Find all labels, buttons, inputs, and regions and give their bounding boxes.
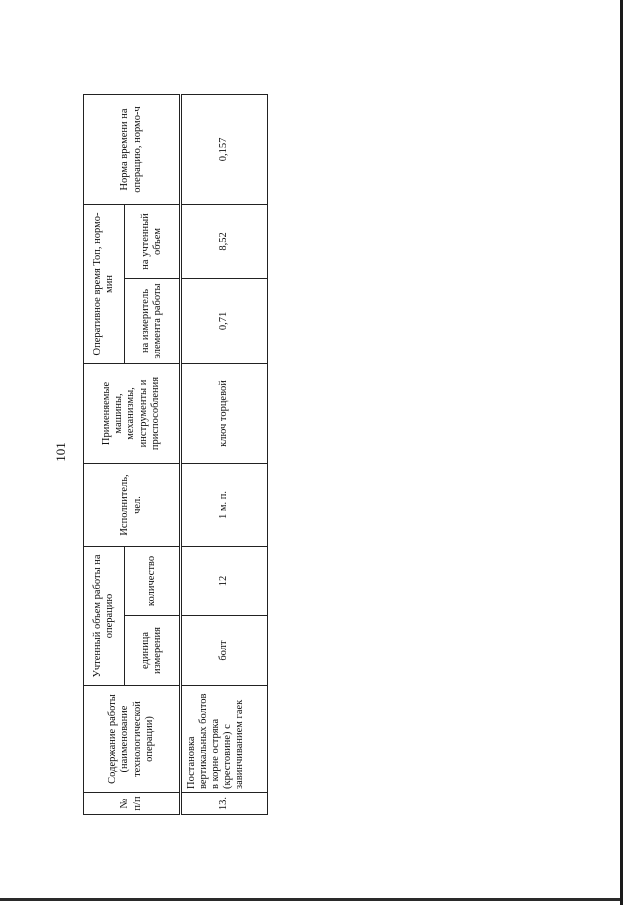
cell-time-volume: 8,52	[181, 204, 268, 278]
header-volume-qty: количество	[125, 546, 181, 615]
cell-executor: 1 м. п.	[181, 463, 268, 546]
header-executor: Исполнитель, чел.	[84, 463, 181, 546]
scan-edge-bottom	[0, 898, 620, 901]
cell-time-meter: 0,71	[181, 278, 268, 363]
table-row	[181, 94, 268, 814]
cell-norm: 0,157	[181, 94, 268, 204]
rotated-table-container	[83, 95, 268, 815]
header-volume-unit: единица измерения	[125, 616, 181, 686]
cell-content: Постановка вертикальных болтов в корне остряка (крестовине) с завинчиванием гаек	[181, 686, 268, 793]
header-norm: Норма времени на операцию, нормо-ч	[84, 94, 181, 204]
header-op-time: Оперативное время Топ, нормо-мин	[84, 204, 125, 363]
header-num: № п/п	[84, 793, 181, 815]
operations-table	[83, 94, 268, 815]
cell-num: 13.	[181, 793, 268, 815]
header-op-time-meter: на измеритель элемента работы	[125, 278, 181, 363]
cell-unit: болт	[181, 616, 268, 686]
header-machines: Применяемые машины, механизмы, инструменты и приспособления	[84, 363, 181, 463]
page-number: 101	[53, 442, 68, 462]
header-volume: Учтенный объем работы на операцию	[84, 546, 125, 685]
cell-machines: ключ торцевой	[181, 363, 268, 463]
scan-edge-right	[620, 0, 623, 905]
header-content: Содержание работы (наименование технологической операции)	[84, 686, 181, 793]
header-op-time-volume: на учтенный объем	[125, 204, 181, 278]
cell-qty: 12	[181, 546, 268, 615]
